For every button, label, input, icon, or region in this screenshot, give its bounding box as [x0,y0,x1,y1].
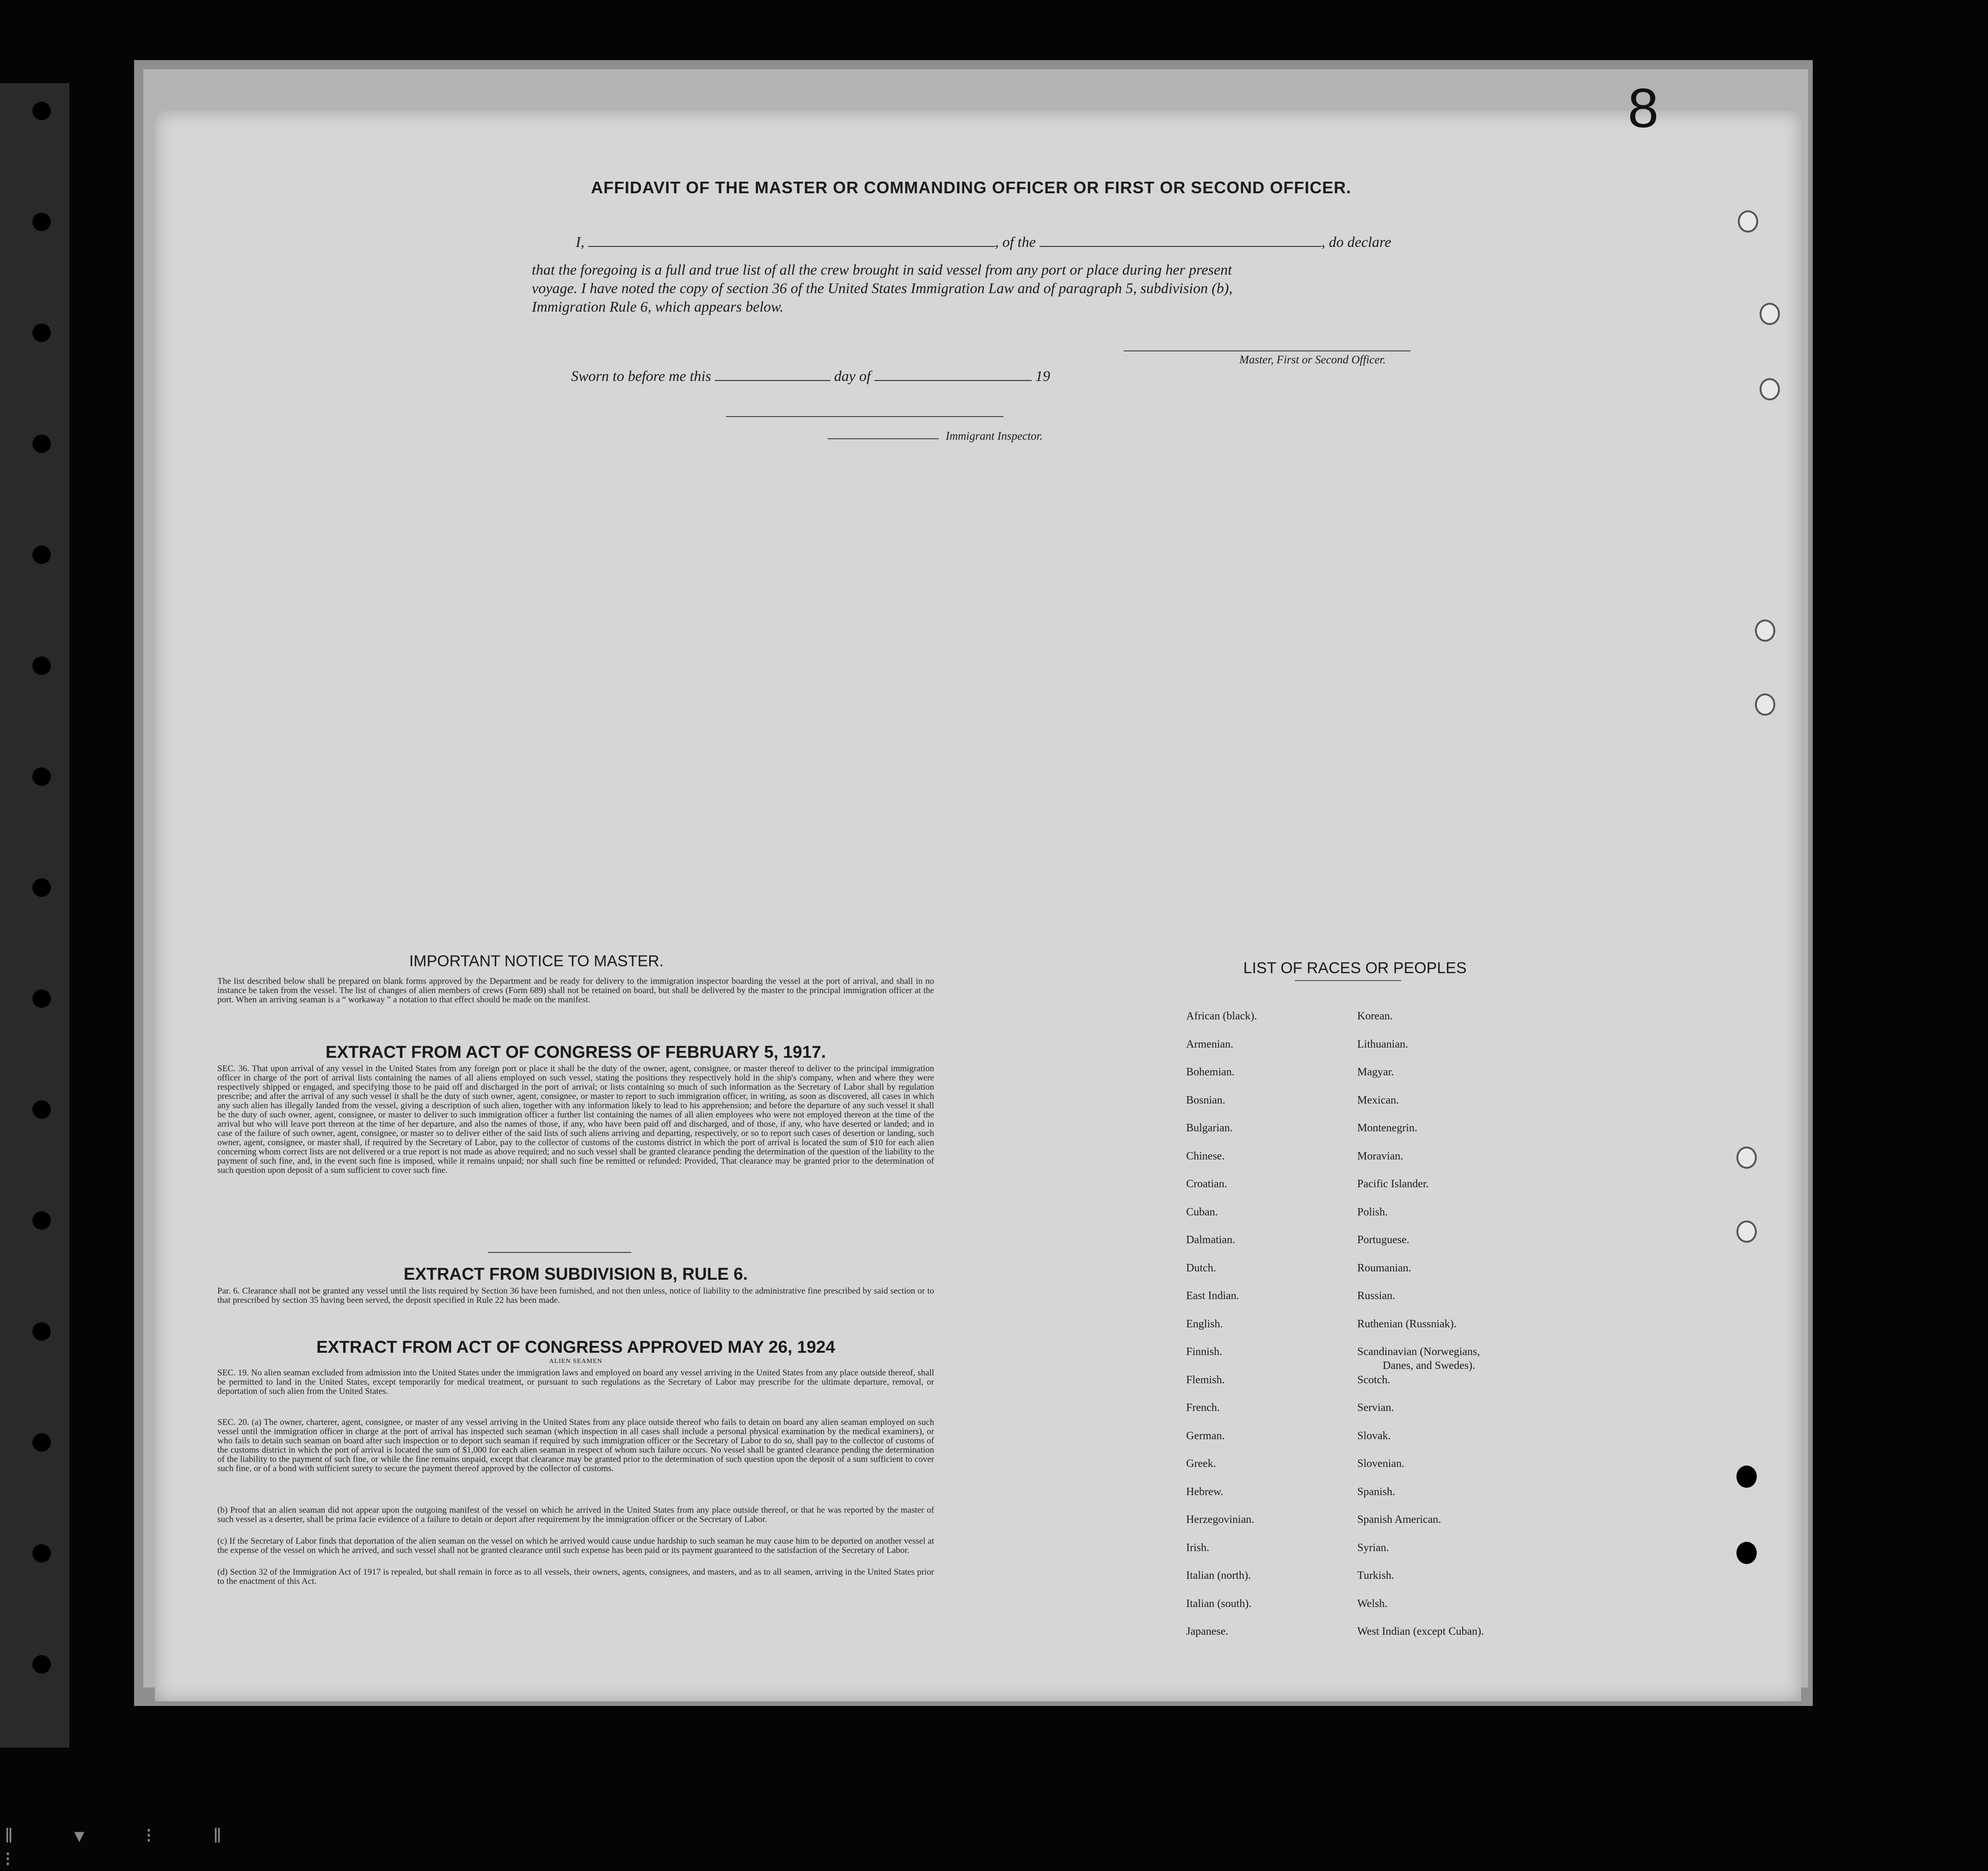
races-title: LIST OF RACES OR PEOPLES [1243,959,1467,977]
film-edge [0,83,69,1748]
binder-hole [1755,620,1775,642]
declaration-i: I, [576,233,585,250]
race-item: Herzegovinian. [1186,1514,1255,1526]
inspector-signature-line [828,438,939,439]
race-item: African (black). [1186,1010,1257,1022]
race-item: Pacific Islander. [1357,1178,1429,1190]
binder-hole [1755,693,1775,716]
races-rule [1295,980,1401,981]
extract-1917-title: EXTRACT FROM ACT OF CONGRESS OF FEBRUARY 5, 1917. [325,1043,826,1061]
race-item: French. [1186,1402,1220,1414]
extract-rule6-title: EXTRACT FROM SUBDIVISION B, RULE 6. [403,1264,748,1283]
film-sprocket [32,213,51,231]
film-sprocket [32,102,51,120]
extract-1924-sec20b: (b) Proof that an alien seaman did not appear upon the outgoing manifest of the vessel on which he arrived in the United States from any place outside thereof, or that he was reported by the master of such vessel as a deserter, shall be prima facie evidence of a failure to detain or deport after requirement by the immigration officer or the Secretary of Labor. [217,1505,934,1524]
race-item: Italian (south). [1186,1597,1252,1610]
film-sprocket [32,1433,51,1452]
race-item: Lithuanian. [1357,1038,1408,1050]
race-item: Slovak. [1357,1429,1391,1442]
declaration-line-2: that the foregoing is a full and true list of all the crew brought in said vessel from any port or place during her present [532,261,1232,278]
binder-hole [1760,378,1780,400]
race-item: Roumanian. [1357,1262,1411,1274]
race-item: Spanish. [1357,1485,1396,1498]
declaration-line-4: Immigration Rule 6, which appears below. [532,298,784,315]
separator-rule [488,1252,631,1253]
binder-hole [1738,210,1758,233]
extract-1924-subtitle: ALIEN SEAMEN [549,1358,603,1365]
race-item: Slovenian. [1357,1458,1404,1470]
race-item: Armenian. [1186,1038,1233,1050]
corner-mark: 8 [1628,77,1659,139]
race-item: Welsh. [1357,1597,1388,1610]
race-item: Russian. [1357,1290,1396,1302]
race-item: Chinese. [1186,1150,1225,1162]
race-item: Bosnian. [1186,1094,1225,1106]
race-item: Magyar. [1357,1066,1394,1078]
name-blank [588,234,995,247]
master-signature-line [1124,350,1410,351]
race-item: Bohemian. [1186,1066,1235,1078]
extract-1917-text: SEC. 36. That upon arrival of any vessel in the United States from any foreign port or place it shall be the duty of the owner, agent, consignee, or master thereof to deliver to the principal immigration officer in charge of the port of arrival lists containing the names of all aliens employed on such vessel, stating the positions they respectively hold in the ship's company, when and where they were respectively shipped or engaged, and specifying those to be paid off and discharged in the port of arrival; or lists containing so much of such information as the Secretary of Labor shall by regulation prescribe; and after the arrival of any such vessel it shall be the duty of such owner, agent, consignee, or master to report to such immigration officer, in writing, as soon as discovered, all cases in which any such alien has illegally landed from the vessel, giving a description of such alien, together with any information likely to lead to his apprehension; and before the departure of any such vessel it shall be the duty of such owner, agent, consignee, or master to deliver to such immigration officer a further list containing the names of all alien employees who were not employed thereon at the time of the arrival but who will leave port thereon at the time of her departure, and also the names of those, if any, who have been paid off and discharged, and of those, if any, who have deserted or landed; and in case of the failure of such owner, agent, consignee, or master so to deliver either of the said lists of such aliens arriving and departing, respectively, or so to report such cases of desertion or landing, such owner, agent, consignee, or master shall, if required by the Secretary of Labor, pay to the collector of customs of the customs district in which the port of arrival is located the sum of $10 for each alien concerning whom correct lists are not delivered or a true report is not made as above required; and no such vessel shall be granted clearance pending the determination of the question of the liability to the payment of such fine, and, in the event such fine is imposed, while it remains unpaid; nor shall such fine be remitted or refunded: Provided, That clearance may be granted prior to the determination of such question upon deposit of a sum sufficient to cover such fine. [217,1064,934,1175]
race-item: Croatian. [1186,1178,1227,1190]
race-item: Dutch. [1186,1262,1216,1274]
race-item: East Indian. [1186,1290,1239,1302]
extract-rule6-text: Par. 6. Clearance shall not be granted any vessel until the lists required by Section 36 have been furnished, and not then unless, notice of liability to the administrative fine prescribed by said section or to that prescribed by section 35 having been served, the deposit specified in Rule 22 has been made. [217,1286,934,1305]
race-item: Finnish. [1186,1346,1223,1358]
affidavit-title: AFFIDAVIT OF THE MASTER OR COMMANDING OFFICER OR FIRST OR SECOND OFFICER. [591,178,1352,197]
extract-1924-sec20c: (c) If the Secretary of Labor finds that deportation of the alien seaman on the vessel on which he arrived would cause undue hardship to such seaman he may cause him to be deported on another vessel at the expense of the vessel on which he arrived, and such vessel shall not be granted clearance until such expense has been paid or its payment guaranteed to the satisfaction of the Secretary of Labor. [217,1536,934,1555]
binder-hole [1736,1221,1757,1243]
master-label: Master, First or Second Officer. [1239,354,1386,366]
race-item: Scandinavian (Norwegians, [1357,1346,1480,1358]
film-sprocket [32,1100,51,1119]
race-item: Japanese. [1186,1626,1229,1638]
race-item: Bulgarian. [1186,1122,1233,1134]
binder-hole [1760,303,1780,325]
declaration-of-the: , of the [995,233,1036,250]
film-sprocket [32,546,51,564]
race-item: English. [1186,1318,1223,1330]
sworn-line [571,368,1050,385]
sworn-month-blank [874,368,1032,381]
binder-hole [1736,1147,1757,1169]
sworn-day-of: day of [834,368,871,384]
race-item: Syrian. [1357,1541,1389,1554]
film-sprocket [32,1544,51,1563]
race-item: West Indian (except Cuban). [1357,1626,1484,1638]
film-sprocket [32,324,51,342]
film-sprocket [32,989,51,1008]
extract-1924-sec19: SEC. 19. No alien seaman excluded from admission into the United States under the immigration laws and employed on board any vessel arriving in the United States from any place outside thereof, shall be permitted to land in the United States, except temporarily for medical treatment, or pursuant to such regulations as the Secretary of Labor may prescribe for the ultimate departure, removal, or deportation of such alien from the United States. [217,1368,934,1396]
film-sprocket [32,1322,51,1341]
film-sprocket [32,1655,51,1674]
race-item: Flemish. [1186,1374,1225,1386]
race-item: Mexican. [1357,1094,1399,1106]
race-item: Moravian. [1357,1150,1403,1162]
declaration-line-3: voyage. I have noted the copy of section 36 of the United States Immigration Law and of paragraph 5, subdivision (b), [532,280,1233,296]
binder-hole [1736,1466,1757,1488]
extract-1924-title: EXTRACT FROM ACT OF CONGRESS APPROVED MAY 26, 1924 [316,1337,835,1356]
binder-hole [1736,1542,1757,1564]
race-item: Italian (north). [1186,1570,1251,1582]
race-item: Ruthenian (Russniak). [1357,1318,1457,1330]
sworn-prefix: Sworn to before me this [571,368,711,384]
film-sprocket [32,878,51,897]
inspector-signature-line-upper [726,416,1003,417]
declaration-declare: , do declare [1321,233,1391,250]
race-item: Servian. [1357,1402,1394,1414]
film-sprocket [32,767,51,786]
race-item: Irish. [1186,1541,1209,1554]
race-item: Korean. [1357,1010,1393,1022]
extract-1924-sec20: SEC. 20. (a) The owner, charterer, agent, consignee, or master of any vessel arriving in the United States from any place outside thereof who fails to detain on board any alien seaman employed on such vessel until the immigration officer in charge at the port of arrival has inspected such seaman (which inspection in all cases shall include a personal physical examination by the medical examiners), or who fails to detain such seaman on board after such inspection or to deport such seaman if required by such immigration officer or the Secretary of Labor to do so, shall pay to the collector of customs of the customs district in which the port of arrival is located the sum of $1,000 for each alien seaman in respect of whom such failure occurs. No vessel shall be granted clearance pending the determination of the liability to the payment of such fine, or while the fine remains unpaid, except that clearance may be granted prior to the determination of such question upon the deposit of a sum sufficient to cover such fine, or of a bond with sufficient surety to secure the payment thereof approved by the collector of customs. [217,1417,934,1473]
sworn-year: 19 [1035,368,1050,384]
notice-title: IMPORTANT NOTICE TO MASTER. [409,952,664,970]
film-sprocket [32,656,51,675]
race-item: Scotch. [1357,1374,1391,1386]
race-item: Greek. [1186,1458,1216,1470]
race-item: Portuguese. [1357,1234,1409,1246]
notice-text: The list described below shall be prepared on blank forms approved by the Department and be ready for delivery to the immigration inspector boarding the vessel at the port of arrival, and shall in no instance be taken from the vessel. The list of changes of alien members of crews (Form 689) shall not be retained on board, but shall be delivered by the master to the principal immigration officer at the port. When an arriving seaman is a “ workaway ” a notation to that effect should be made on the manifest. [217,976,934,1005]
declaration-line-1 [576,233,1391,251]
race-item: Turkish. [1357,1570,1394,1582]
race-item: Polish. [1357,1206,1388,1218]
extract-1924-sec20d: (d) Section 32 of the Immigration Act of 1917 is repealed, but shall remain in force as to all vessels, their owners, agents, consignees, and masters, and as to all seamen, arriving in the United States prior to the enactment of this Act. [217,1567,934,1586]
race-item: Dalmatian. [1186,1234,1235,1246]
film-sprocket [32,1211,51,1230]
sworn-day-blank [715,368,831,381]
inspector-label: Immigrant Inspector. [946,430,1043,442]
race-item: Spanish American. [1357,1514,1441,1526]
film-frame-marks: ‖ ▾ ⁝ ‖ ⁝ [5,1824,250,1871]
race-item: Danes, and Swedes). [1383,1360,1475,1372]
race-item: Montenegrin. [1357,1122,1417,1134]
film-sprocket [32,435,51,453]
race-item: Hebrew. [1186,1485,1224,1498]
race-item: German. [1186,1429,1225,1442]
race-item: Cuban. [1186,1206,1218,1218]
vessel-blank [1040,234,1322,247]
